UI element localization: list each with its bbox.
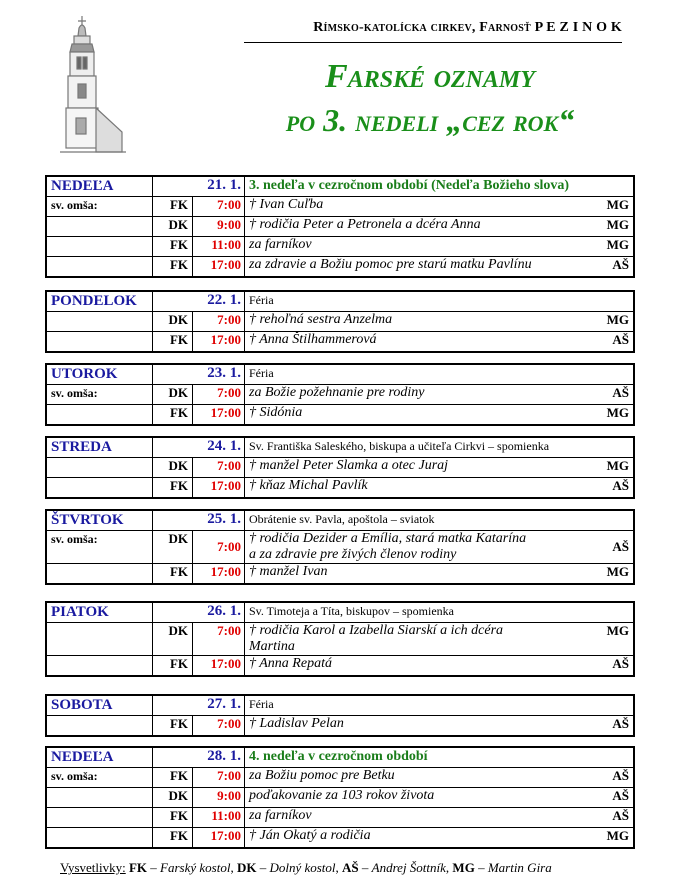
mass-time: 7:00 bbox=[193, 623, 245, 655]
day-description: 4. nedeľa v cezročnom období bbox=[249, 749, 428, 764]
day-block-monday bbox=[45, 290, 635, 353]
day-date: 28. 1. bbox=[153, 748, 245, 767]
mass-row bbox=[47, 715, 633, 735]
mass-time: 17:00 bbox=[193, 564, 245, 583]
mass-intention: † rodičia Peter a Petronela a dcéra Anna bbox=[249, 217, 481, 232]
mass-intention: † Anna Repatá bbox=[249, 656, 332, 671]
mass-time: 7:00 bbox=[193, 531, 245, 563]
legend-text: Farský kostol bbox=[160, 860, 231, 875]
day-block-friday bbox=[45, 601, 635, 677]
mass-time: 17:00 bbox=[193, 405, 245, 424]
mass-celebrant: AŠ bbox=[612, 656, 629, 671]
mass-intention: † manžel Ivan bbox=[249, 564, 328, 579]
day-date: 27. 1. bbox=[153, 696, 245, 715]
mass-intention: za Božiu pomoc pre Betku bbox=[249, 768, 395, 783]
mass-time: 9:00 bbox=[193, 788, 245, 807]
legend-text: Andrej Šottník bbox=[371, 860, 446, 875]
day-header-row bbox=[47, 292, 633, 311]
day-description: Obrátenie sv. Pavla, apoštola – sviatok bbox=[249, 512, 435, 526]
day-description: Sv. Timoteja a Títa, biskupov – spomienka bbox=[249, 604, 455, 618]
mass-celebrant: MG bbox=[606, 458, 629, 473]
day-block-tuesday bbox=[45, 363, 635, 426]
day-block-sunday-28 bbox=[45, 746, 635, 849]
day-description: Féria bbox=[249, 293, 274, 307]
mass-time: 17:00 bbox=[193, 478, 245, 497]
mass-church: FK bbox=[153, 564, 193, 583]
mass-church: FK bbox=[153, 656, 193, 675]
mass-church: FK bbox=[153, 197, 193, 216]
mass-label bbox=[47, 623, 153, 655]
day-block-thursday bbox=[45, 509, 635, 585]
mass-celebrant: AŠ bbox=[612, 478, 629, 493]
legend-abbr: FK bbox=[128, 860, 148, 875]
mass-time: 7:00 bbox=[193, 385, 245, 404]
day-header-row bbox=[47, 603, 633, 622]
mass-church: FK bbox=[153, 716, 193, 735]
mass-row bbox=[47, 216, 633, 236]
mass-label bbox=[47, 458, 153, 477]
parish-header: Rímsko-katolícka cirkev, Farnosť P E Z I N O K bbox=[313, 20, 622, 35]
day-description: Féria bbox=[249, 697, 274, 711]
day-name: SOBOTA bbox=[47, 696, 153, 715]
legend-abbr: AŠ bbox=[342, 860, 359, 875]
legend-abbr: MG bbox=[452, 860, 475, 875]
mass-church: DK bbox=[153, 531, 193, 563]
mass-label bbox=[47, 716, 153, 735]
legend-text: Martin Gira bbox=[487, 860, 552, 875]
day-header-row bbox=[47, 511, 633, 530]
mass-celebrant: AŠ bbox=[612, 808, 629, 823]
day-description: Féria bbox=[249, 366, 274, 380]
mass-intention: † Ivan Cuľba bbox=[249, 197, 324, 212]
mass-row bbox=[47, 530, 633, 563]
mass-celebrant: AŠ bbox=[612, 257, 629, 272]
mass-church: FK bbox=[153, 332, 193, 351]
mass-celebrant: MG bbox=[606, 828, 629, 843]
mass-church: DK bbox=[153, 788, 193, 807]
mass-label: sv. omša: bbox=[47, 385, 153, 404]
mass-intention: † rodičia Dezider a Emília, stará matka Katarína a za zdravie pre živých členov rodiny bbox=[249, 531, 527, 562]
day-name: PONDELOK bbox=[47, 292, 153, 311]
mass-intention: za zdravie a Božiu pomoc pre starú matku Pavlínu bbox=[249, 257, 532, 272]
mass-church: FK bbox=[153, 828, 193, 847]
mass-row bbox=[47, 827, 633, 847]
day-description: 3. nedeľa v cezročnom období (Nedeľa Božieho slova) bbox=[249, 178, 570, 193]
mass-celebrant: MG bbox=[606, 237, 629, 252]
mass-row bbox=[47, 311, 633, 331]
mass-church: FK bbox=[153, 257, 193, 276]
mass-intention: poďakovanie za 103 rokov života bbox=[249, 788, 435, 803]
page-title: Farské oznamy bbox=[325, 58, 535, 95]
mass-row bbox=[47, 404, 633, 424]
mass-row bbox=[47, 256, 633, 276]
mass-time: 9:00 bbox=[193, 217, 245, 236]
mass-intention: za farníkov bbox=[249, 808, 312, 823]
mass-row bbox=[47, 331, 633, 351]
mass-celebrant: AŠ bbox=[612, 716, 629, 731]
mass-intention: za farníkov bbox=[249, 237, 312, 252]
mass-time: 17:00 bbox=[193, 656, 245, 675]
day-date: 24. 1. bbox=[153, 438, 245, 457]
day-block-saturday bbox=[45, 694, 635, 737]
mass-row bbox=[47, 807, 633, 827]
church-tower-illustration bbox=[52, 12, 130, 162]
mass-time: 17:00 bbox=[193, 332, 245, 351]
day-name: NEDEĽA bbox=[47, 748, 153, 767]
mass-church: FK bbox=[153, 237, 193, 256]
page-subtitle: po 3. nedeli „cez rok“ bbox=[285, 102, 575, 138]
mass-intention: † Ladislav Pelan bbox=[249, 716, 344, 731]
day-header-row bbox=[47, 748, 633, 767]
mass-church: DK bbox=[153, 458, 193, 477]
day-date: 25. 1. bbox=[153, 511, 245, 530]
mass-intention: † rehoľná sestra Anzelma bbox=[249, 312, 393, 327]
mass-time: 7:00 bbox=[193, 197, 245, 216]
legend: Vysvetlivky: FK – Farský kostol, DK – Dolný kostol, AŠ – Andrej Šottník, MG – Martin Gira bbox=[60, 860, 552, 875]
mass-church: FK bbox=[153, 478, 193, 497]
day-header-row bbox=[47, 177, 633, 196]
mass-church: DK bbox=[153, 312, 193, 331]
mass-intention: † Ján Okatý a rodičia bbox=[249, 828, 371, 843]
mass-row bbox=[47, 767, 633, 787]
mass-time: 17:00 bbox=[193, 257, 245, 276]
mass-intention: † manžel Peter Slamka a otec Juraj bbox=[249, 458, 449, 473]
day-block-sunday-21 bbox=[45, 175, 635, 278]
mass-intention: † kňaz Michal Pavlík bbox=[249, 478, 368, 493]
day-date: 23. 1. bbox=[153, 365, 245, 384]
mass-church: FK bbox=[153, 768, 193, 787]
day-description: Sv. Františka Saleského, biskupa a učiteľa Cirkvi – spomienka bbox=[249, 439, 550, 453]
mass-celebrant: MG bbox=[606, 405, 629, 420]
mass-time: 17:00 bbox=[193, 828, 245, 847]
header-rule bbox=[244, 42, 622, 43]
mass-row bbox=[47, 563, 633, 583]
day-name: PIATOK bbox=[47, 603, 153, 622]
mass-row bbox=[47, 196, 633, 216]
mass-time: 7:00 bbox=[193, 768, 245, 787]
mass-church: DK bbox=[153, 385, 193, 404]
mass-row bbox=[47, 457, 633, 477]
legend-text: Dolný kostol bbox=[269, 860, 336, 875]
mass-label: sv. omša: bbox=[47, 531, 153, 563]
day-name: NEDEĽA bbox=[47, 177, 153, 196]
mass-intention: † Anna Štilhammerová bbox=[249, 332, 377, 347]
legend-abbr: DK bbox=[236, 860, 257, 875]
mass-label bbox=[47, 312, 153, 331]
mass-intention: za Božie požehnanie pre rodiny bbox=[249, 385, 425, 400]
mass-time: 7:00 bbox=[193, 312, 245, 331]
day-date: 26. 1. bbox=[153, 603, 245, 622]
mass-church: FK bbox=[153, 808, 193, 827]
mass-celebrant: AŠ bbox=[612, 332, 629, 347]
mass-row bbox=[47, 236, 633, 256]
mass-church: FK bbox=[153, 405, 193, 424]
mass-time: 11:00 bbox=[193, 237, 245, 256]
mass-celebrant: MG bbox=[606, 623, 629, 638]
mass-row bbox=[47, 622, 633, 655]
mass-time: 11:00 bbox=[193, 808, 245, 827]
day-name: ŠTVRTOK bbox=[47, 511, 153, 530]
mass-celebrant: AŠ bbox=[612, 788, 629, 803]
legend-label: Vysvetlivky: bbox=[60, 860, 126, 875]
mass-church: DK bbox=[153, 217, 193, 236]
mass-celebrant: AŠ bbox=[612, 539, 629, 554]
mass-row bbox=[47, 787, 633, 807]
day-name: STREDA bbox=[47, 438, 153, 457]
day-block-wednesday bbox=[45, 436, 635, 499]
mass-label: sv. omša: bbox=[47, 197, 153, 216]
mass-celebrant: AŠ bbox=[612, 768, 629, 783]
day-header-row bbox=[47, 365, 633, 384]
mass-time: 7:00 bbox=[193, 716, 245, 735]
mass-row bbox=[47, 655, 633, 675]
mass-celebrant: MG bbox=[606, 217, 629, 232]
mass-row bbox=[47, 384, 633, 404]
mass-label: sv. omša: bbox=[47, 768, 153, 787]
day-header-row bbox=[47, 696, 633, 715]
day-date: 22. 1. bbox=[153, 292, 245, 311]
day-date: 21. 1. bbox=[153, 177, 245, 196]
day-header-row bbox=[47, 438, 633, 457]
mass-celebrant: MG bbox=[606, 312, 629, 327]
mass-celebrant: MG bbox=[606, 197, 629, 212]
mass-intention: † Sidónia bbox=[249, 405, 303, 420]
mass-church: DK bbox=[153, 623, 193, 655]
mass-celebrant: MG bbox=[606, 564, 629, 579]
mass-celebrant: AŠ bbox=[612, 385, 629, 400]
mass-intention: † rodičia Karol a Izabella Siarskí a ich dcéra Martina bbox=[249, 623, 504, 654]
mass-time: 7:00 bbox=[193, 458, 245, 477]
mass-row bbox=[47, 477, 633, 497]
day-name: UTOROK bbox=[47, 365, 153, 384]
